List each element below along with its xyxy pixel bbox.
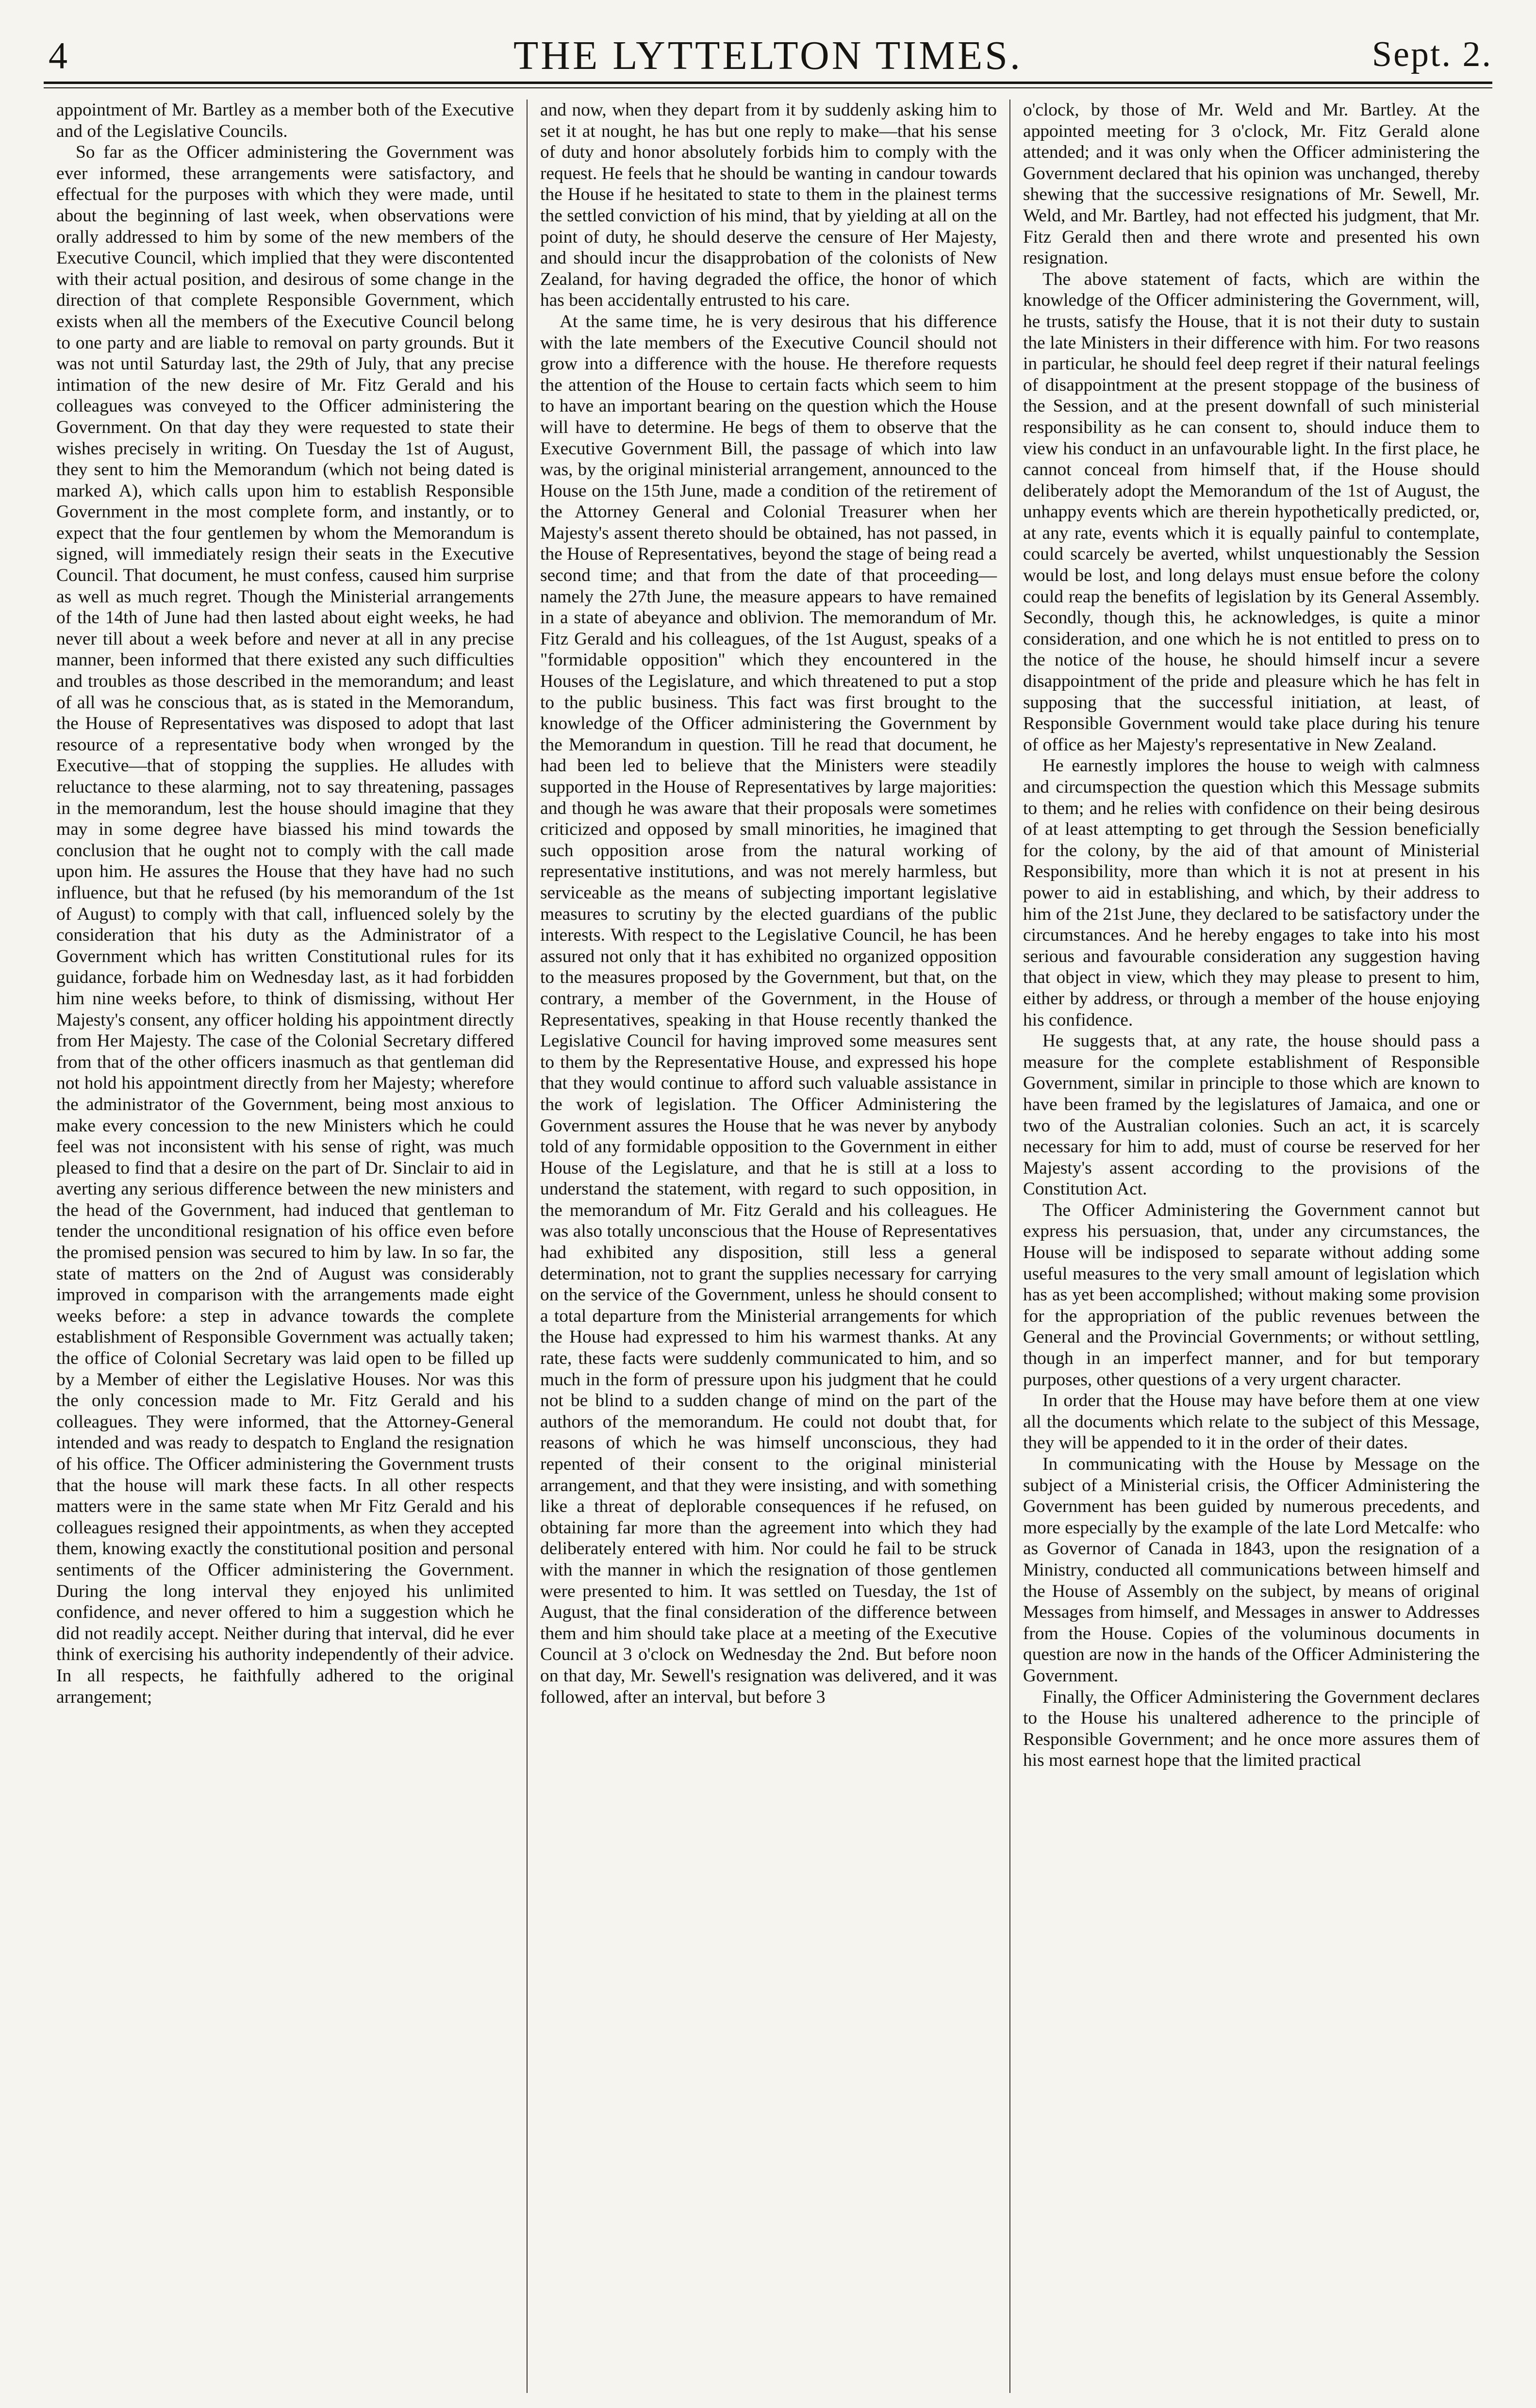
paragraph: o'clock, by those of Mr. Weld and Mr. Bartley. At the appointed meeting for 3 o'clock, Mr. Fitz Gerald alone attended; and it was only when the Officer administering the Government declared that his opinion was unchanged, thereby shewing that the successive resignations of Mr. Sewell, Mr. Weld, and Mr. Bartley, had not effected his judgment, that Mr. Fitz Gerald then and there wrote and presented his own resignation. (1023, 100, 1480, 268)
issue-date: Sept. 2. (1371, 34, 1492, 74)
masthead-rule-thin (44, 87, 1492, 88)
masthead-rule-thick (44, 82, 1492, 84)
paragraph: The Officer Administering the Government cannot but express his persuasion, that, under any circumstances, the House will be indisposed to separate without adding some useful measures to the very small amount of legislation which has as yet been accomplished; without making some provision for the appropriation of the public revenues between the General and the Provincial Governments; or without settling, though in an imperfect manner, and for but temporary purposes, other questions of a very urgent character. (1023, 1200, 1480, 1390)
paragraph: Finally, the Officer Administering the Government declares to the House his unaltered adherence to the principle of Responsible Government; and he once more assures them of his most earnest hope that the limited practical (1023, 1687, 1480, 1771)
article-columns (44, 100, 1492, 2393)
paragraph: In order that the House may have before them at one view all the documents which relate to the subject of this Message, they will be appended to it in the order of their dates. (1023, 1391, 1480, 1453)
paragraph: The above statement of facts, which are within the knowledge of the Officer administering the Government, will, he trusts, satisfy the House, that it is not their duty to sustain the late Ministers in their difference with him. For two reasons in particular, he should feel deep regret if their natural feelings of disappointment at the present stoppage of the business of the Session, and at the present downfall of such ministerial responsibility as he can consent to, should induce them to view his conduct in an unfavourable light. In the first place, he cannot conceal from himself that, if the House should deliberately adopt the Memorandum of the 1st of August, the unhappy events which are therein hypothetically predicted, or, at any rate, events which it is equally painful to contemplate, could scarcely be averted, whilst unquestionably the Session would be lost, and long delays must ensue before the colony could reap the benefits of legislation by its General Assembly. Secondly, though this, he acknowledges, is quite a minor consideration, and one which he is not entitled to press on to the notice of the house, he should himself incur a severe disappointment of the pride and pleasure which he has felt in supposing that the successful initiation, at least, of Responsible Government would take place during his tenure of office as her Majesty's representative in New Zealand. (1023, 269, 1480, 755)
page-number: 4 (49, 34, 67, 77)
paragraph: He earnestly implores the house to weigh with calmness and circumspection the question which this Message submits to them; and he relies with confidence on their being desirous of at least attempting to get through the Session beneficially for the colony, by the aid of that amount of Ministerial Responsibility, more than which it is not at present in his power to aid in establishing, and which, by their address to him of the 21st June, they declared to be satisfactory under the circumstances. And he hereby engages to take into his most serious and favourable consideration any suggestion having that object in view, which they may please to present to him, either by address, or through a member of the house enjoying his confidence. (1023, 756, 1480, 1030)
column-1 (44, 100, 527, 2393)
newspaper-title: THE LYTTELTON TIMES. (513, 33, 1023, 78)
paragraph: So far as the Officer administering the Government was ever informed, these arrangements were satisfactory, and effectual for the purposes with which they were made, until about the beginning of last week, when observations were orally addressed to him by some of the new members of the Executive Council, which implied that they were discontented with their actual position, and desirous of some change in the direction of that complete Responsible Government, which exists when all the members of the Executive Council belong to one party and are liable to removal on party grounds. But it was not until Saturday last, the 29th of July, that any precise intimation of the new desire of Mr. Fitz Gerald and his colleagues was conveyed to the Officer administering the Government. On that day they were requested to state their wishes precisely in writing. On Tuesday the 1st of August, they sent to him the Memorandum (which not being dated is marked A), which calls upon him to establish Responsible Government in the most complete form, and instantly, or to expect that the four gentlemen by whom the Memorandum is signed, will immediately resign their seats in the Executive Council. That document, he must confess, caused him surprise as well as much regret. Though the Ministerial arrangements of the 14th of June had then lasted about eight weeks, he had never till about a week before and never at all in any precise manner, been informed that there existed any such difficulties and troubles as those described in the memorandum; and least of all was he conscious that, as is stated in the Memorandum, the House of Representatives was disposed to adopt that last resource of a representative body when wronged by the Executive—that of stopping the supplies. He alludes with reluctance to these alarming, not to say threatening, passages in the memorandum, lest the house should imagine that they may in some degree have biassed his mind towards the conclusion that he ought not to comply with the call made upon him. He assures the House that they have had no such influence, but that he refused (by his memorandum of the 1st of August) to comply with that call, influenced solely by the consideration that his duty as the Administrator of a Government which has written Constitutional rules for its guidance, forbade him on Wednesday last, as it had forbidden him nine weeks before, to think of dismissing, without Her Majesty's consent, any officer holding his appointment directly from Her Majesty. The case of the Colonial Secretary differed from that of the other officers inasmuch as that gentleman did not hold his appointment directly from her Majesty; wherefore the administrator of the Government, being most anxious to make every concession to the new Ministers which he could feel was not inconsistent with his sense of right, was much pleased to find that a desire on the part of Dr. Sinclair to aid in averting any serious difference between the new ministers and the head of the Government, had induced that gentleman to tender the unconditional resignation of his office even before the promised pension was secured to him by law. In so far, the state of matters on the 2nd of August was considerably improved in comparison with the arrangements made eight weeks before: a step in advance towards the complete establishment of Responsible Government was actually taken; the office of Colonial Secretary was laid open to be filled up by a Member of either the Legislative Houses. Nor was this the only concession made to Mr. Fitz Gerald and his colleagues. They were informed, that the Attorney-General intended and was ready to despatch to England the resignation of his office. The Officer administering the Government trusts that the house will mark these facts. In all other respects matters were in the same state when Mr Fitz Gerald and his colleagues resigned their appointments, as when they accepted them, knowing exactly the constitutional position and personal sentiments of the Officer administering the Government. During the long interval they enjoyed his unlimited confidence, and never offered to him a suggestion which he did not readily accept. Neither during that interval, did he ever think of exercising his authority independently of their advice. In all respects, he faithfully adhered to the original arrangement; (56, 142, 514, 1707)
paragraph: and now, when they depart from it by suddenly asking him to set it at nought, he has but one reply to make—that his sense of duty and honor absolutely forbids him to comply with the request. He feels that he should be wanting in candour towards the House if he hesitated to state to them in the plainest terms the settled conviction of his mind, that by yielding at all on the point of duty, he should deserve the censure of Her Majesty, and should incur the disapprobation of the colonists of New Zealand, for having degraded the office, the honor of which has been accidentally entrusted to his care. (540, 100, 997, 311)
column-3 (1009, 100, 1492, 2393)
masthead (44, 28, 1492, 82)
paragraph: He suggests that, at any rate, the house should pass a measure for the complete establishment of Responsible Government, similar in principle to those which are known to have been framed by the legislatures of Jamaica, and one or two of the Australian colonies. Such an act, it is scarcely necessary for him to add, must of course be reserved for her Majesty's assent according to the provisions of the Constitution Act. (1023, 1031, 1480, 1199)
column-2 (527, 100, 1009, 2393)
paragraph: At the same time, he is very desirous that his difference with the late members of the Executive Council should not grow into a difference with the house. He therefore requests the attention of the House to certain facts which seem to him to have an important bearing on the question which the House will have to determine. He begs of them to observe that the Executive Government Bill, the passage of which into law was, by the original ministerial arrangement, announced to the House on the 15th June, made a condition of the retirement of the Attorney General and Colonial Treasurer when her Majesty's assent thereto should be obtained, has not passed, in the House of Representatives, beyond the stage of being read a second time; and that from the date of that proceeding—namely the 27th June, the measure appears to have remained in a state of abeyance and oblivion. The memorandum of Mr. Fitz Gerald and his colleagues, of the 1st August, speaks of a "formidable opposition" which they encountered in the Houses of the Legislature, and which threatened to put a stop to the public business. This fact was first brought to the knowledge of the Officer administering the Government by the Memorandum in question. Till he read that document, he had been led to believe that the Ministers were steadily supported in the House of Representatives by large majorities: and though he was aware that their proposals were sometimes criticized and opposed by small minorities, he imagined that such opposition arose from the natural working of representative institutions, and was not merely harmless, but serviceable as the means of subjecting important legislative measures to scrutiny by the elected guardians of the public interests. With respect to the Legislative Council, he has been assured not only that it has exhibited no organized opposition to the measures proposed by the Government, but that, on the contrary, a member of the Government, in the House of Representatives, speaking in that House recently thanked the Legislative Council for having improved some measures sent to them by the Representative House, and expressed his hope that they would continue to afford such valuable assistance in the work of legislation. The Officer Administering the Government assures the House that he was never by anybody told of any formidable opposition to the Government in either House of the Legislature, and that he is still at a loss to understand the statement, with regard to such opposition, in the memorandum of Mr. Fitz Gerald and his colleagues. He was also totally unconscious that the House of Representatives had exhibited any disposition, still less a general determination, not to grant the supplies necessary for carrying on the service of the Government, unless he should consent to a total departure from the Ministerial arrangements for which the House had expressed to him his warmest thanks. At any rate, these facts were suddenly communicated to him, and so much in the form of pressure upon his judgment that he could not be blind to a sudden change of mind on the part of the authors of the memorandum. He could not doubt that, for reasons of which he was himself unconscious, they had repented of their consent to the original ministerial arrangement, and that they were insisting, and with something like a threat of deplorable consequences if he refused, on obtaining far more than the agreement into which they had deliberately entered with him. Nor could he fail to be struck with the manner in which the resignation of those gentlemen were presented to him. It was settled on Tuesday, the 1st of August, that the final consideration of the difference between them and him should take place at a meeting of the Executive Council at 3 o'clock on Wednesday the 2nd. But before noon on that day, Mr. Sewell's resignation was delivered, and it was followed, after an interval, but before 3 (540, 311, 997, 1707)
paragraph: In communicating with the House by Message on the subject of a Ministerial crisis, the Officer Administering the Government has been guided by numerous precedents, and more especially by the example of the late Lord Metcalfe: who as Governor of Canada in 1843, upon the resignation of a Ministry, conducted all communications between himself and the House of Assembly on the subject, by means of original Messages from himself, and Messages in answer to Addresses from the House. Copies of the voluminous documents in question are now in the hands of the Officer Administering the Government. (1023, 1454, 1480, 1686)
paragraph: appointment of Mr. Bartley as a member both of the Executive and of the Legislative Councils. (56, 100, 514, 141)
